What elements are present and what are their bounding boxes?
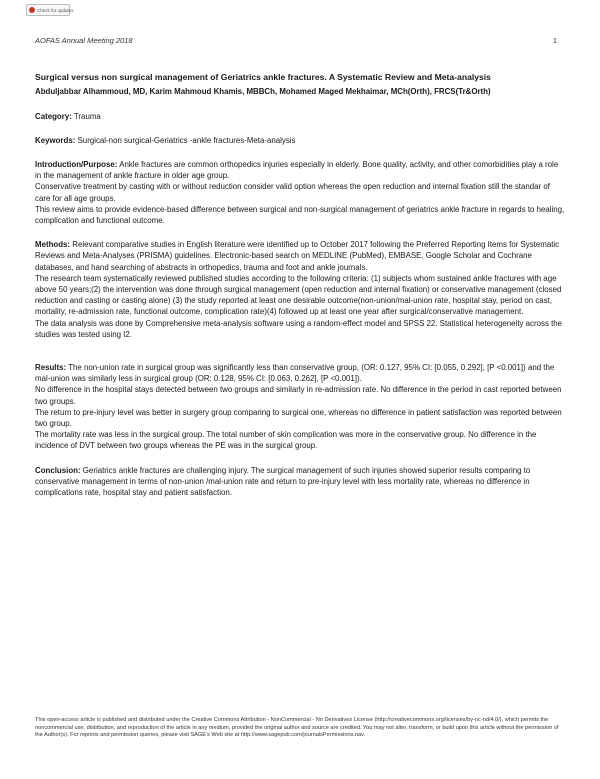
journal-name: AOFAS Annual Meeting 2018 (35, 36, 133, 45)
badge-label: Check for updates (37, 7, 74, 13)
introduction-lead (35, 159, 565, 181)
introduction-section (35, 159, 565, 226)
introduction-para-2: Conservative treatment by casting with or without reduction consider valid option whereas the open reduction and internal fixation still the standar of care for all age groups. (35, 182, 550, 203)
introduction-para-3: This review aims to provide evidence-based difference between surgical and non-surgical management of geriatrics ankle fracture in regards to healing, complication and functional outcome. (35, 204, 565, 225)
keywords-line (35, 135, 565, 146)
author-list: Abduljabbar Alhammoud, MD, Karim Mahmoud Khamis, MBBCh, Mohamed Maged Mekhaimar, MCh(Orth), FRCS(Tr&Orth) (35, 86, 491, 96)
article-title: Surgical versus non surgical management of Geriatrics ankle fractures. A Systematic Review and Meta-analysis (35, 72, 491, 82)
methods-para-2: The research team systematically reviewed published studies according to the following criteria: (1) subjects whom sustained ankle fractures with age above 50 years;(2) the intervention was done through surgical management (open reduction and internal fixation) or conservative management (closed reduction and casting or casting alone) (3) the study reported at least one desirable outcome(non-union/mal-union rate, hospital stay, period on cast, mortality, re-admission rate, functional outcome, complication rate)(4) followed up at least one year after surgical/conservative management. (35, 273, 562, 317)
results-para-2: No difference in the hospital stays detected between two groups and similarly in re-admission rate. No difference in the period in cast reported between two groups. (35, 385, 562, 406)
category-line (35, 111, 565, 122)
category-value: Trauma (73, 111, 101, 121)
methods-label: Methods: (35, 240, 71, 250)
category-label: Category: (35, 111, 72, 121)
methods-para-3: The data analysis was done by Comprehensive meta-analysis software using a random-effect model and SPSS 22. Statistical heterogeneity across the studies was tested using I2. (35, 318, 563, 339)
page-number: 1 (552, 36, 557, 45)
introduction-text: Ankle fractures are common orthopedics injuries especially in elderly. Bone quality, activity, and other comorbidities play a role in the management of ankle fracture in older age group. (35, 159, 559, 181)
introduction-label: Introduction/Purpose: (35, 159, 118, 169)
results-para-3: The return to pre-injury level was better in surgery group comparing to surgical one, whereas no difference in patient satisfaction was reported between two group. (35, 407, 562, 428)
methods-text: Relevant comparative studies in English literature were identified up to October 2017 following the Preferred Reporting Items for Systematic Reviews and Meta-Analyses (PRISMA) guidelines. Electronic-based search on MEDLINE (PubMed), EMBASE, Google Scholar and Cochrane databases, and hand searching of abstracts in orthopedics, trauma and foot and ankle journals. (35, 240, 560, 272)
conclusion-label: Conclusion: (35, 465, 81, 475)
results-para-4: The mortality rate was less in the surgical group. The total number of skin complication was more in the conservative group. No difference in the incidence of DVT between two groups whereas the PE was in the surgical group. (35, 430, 537, 451)
check-for-updates-badge[interactable] (26, 4, 74, 16)
page-header (35, 36, 565, 48)
results-lead (35, 362, 565, 384)
keywords-label: Keywords: (35, 135, 76, 145)
crossmark-icon (29, 7, 35, 13)
keywords-value: Surgical-non surgical-Geriatrics -ankle fractures-Meta-analysis (77, 135, 296, 145)
conclusion-text: Geriatrics ankle fractures are challenging injury. The surgical management of such injuries showed superior results comparing to conservative management in terms of non-union /mal-union rate and return to pre-injury level with less mortality rate, whereas no difference in complications rate, hospital stay and patient satisfaction. (35, 465, 531, 497)
results-section (35, 362, 565, 452)
results-text: The non-union rate in surgical group was significantly less than conservative group, (OR: 0.127, 95% CI: [0.055, 0.292], [P <0.001]) and the mal-union was similarly less in surgical group (OR: 0.128, 95% CI: [0.063, 0.262], [P <0.001]). (35, 362, 555, 384)
article-body (35, 72, 565, 498)
methods-lead (35, 239, 565, 273)
license-footer: This open-access article is published and distributed under the Creative Commons Attribution - NonCommercial - No Derivatives License (http://creativecommons.org/licenses/by-nc-nd/4.0/), which permits the noncommercial use, distribution, and reproduction of the article in any medium, provided the original author and source are credited. You may not alter, transform, or build upon this article without the permission of the Author(s). For reprints and permission queries, please visit SAGE's Web site at http://www.sagepub.com/journalsPermissions.nav. (35, 717, 559, 739)
methods-section (35, 239, 565, 340)
conclusion-section (35, 465, 565, 499)
conclusion-lead (35, 465, 565, 499)
results-label: Results: (35, 362, 67, 372)
